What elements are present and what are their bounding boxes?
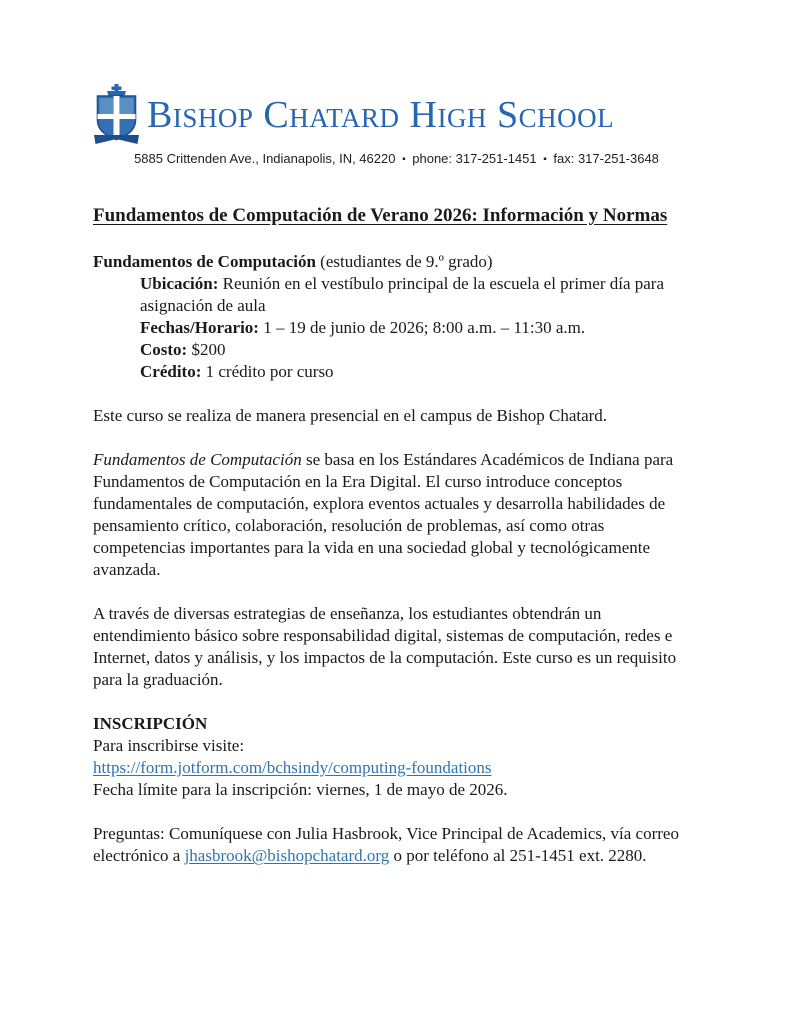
inscription-visit-label: Para inscribirse visite:	[93, 736, 245, 755]
questions-text-before: Preguntas: Comuníquese con Julia Hasbrook, Vice Principal de Academics, vía correo electrónico a	[93, 824, 679, 865]
detail-value: Reunión en el vestíbulo principal de la escuela el primer día para asignación de aula	[140, 274, 665, 315]
inscription-deadline: Fecha límite para la inscripción: viernes, 1 de mayo de 2026.	[93, 780, 508, 799]
square-bullet-icon: ▪	[402, 154, 406, 165]
page-title: Fundamentos de Computación de Verano 2026: Información y Normas	[93, 205, 668, 226]
detail-row-credito	[140, 361, 700, 383]
school-crest-icon	[93, 84, 140, 147]
school-header	[93, 84, 700, 147]
questions-text-after: o por teléfono al 251-1451 ext. 2280.	[389, 846, 647, 865]
school-name: Bishop Chatard High School	[147, 94, 615, 136]
inscription-heading: INSCRIPCIÓN	[93, 714, 208, 733]
detail-label: Ubicación:	[140, 274, 219, 293]
fax-number: fax: 317-251-3648	[553, 151, 659, 166]
detail-value: 1 crédito por curso	[201, 362, 334, 381]
address-line	[93, 150, 700, 168]
course-name: Fundamentos de Computación	[93, 252, 316, 271]
course-details	[140, 273, 700, 383]
course-name-italic: Fundamentos de Computación	[93, 450, 302, 469]
paragraph-course-description	[93, 449, 700, 581]
paragraph-strategies: A través de diversas estrategias de enseñanza, los estudiantes obtendrán un entendimiento básico sobre responsabilidad digital, sistemas de computación, redes e Internet, datos y análisis, y los impactos de la computación. Este curso es un requisito para la graduación.	[93, 604, 677, 689]
street-address: 5885 Crittenden Ave., Indianapolis, IN, 46220	[134, 151, 396, 166]
detail-label: Crédito:	[140, 362, 202, 381]
course-description-text: se basa en los Estándares Académicos de Indiana para Fundamentos de Computación en la Era Digital. El curso introduce conceptos fundamentales de computación, explora eventos actuales y desarrolla habilidades de pensamiento crítico, colaboración, resolución de problemas, así como otras competencias importantes para la vida en una sociedad global y tecnológicamente avanzada.	[93, 450, 674, 579]
course-audience: (estudiantes de 9.º grado)	[315, 252, 493, 271]
detail-value: $200	[187, 340, 226, 359]
square-bullet-icon: ▪	[543, 154, 547, 165]
detail-label: Costo:	[140, 340, 188, 359]
contact-email-link[interactable]: jhasbrook@bishopchatard.org	[184, 846, 390, 865]
detail-label: Fechas/Horario:	[140, 318, 259, 337]
detail-row-ubicacion	[140, 273, 700, 317]
paragraph-questions	[93, 823, 700, 867]
inscription-section	[93, 713, 700, 801]
phone-number: phone: 317-251-1451	[412, 151, 537, 166]
detail-row-costo	[140, 339, 700, 361]
course-heading	[93, 251, 700, 273]
detail-row-fechas-horario	[140, 317, 700, 339]
detail-value: 1 – 19 de junio de 2026; 8:00 a.m. – 11:30 a.m.	[258, 318, 586, 337]
paragraph-campus: Este curso se realiza de manera presencial en el campus de Bishop Chatard.	[93, 406, 608, 425]
registration-form-link[interactable]: https://form.jotform.com/bchsindy/computing-foundations	[93, 758, 492, 777]
course-info-section	[93, 251, 700, 383]
